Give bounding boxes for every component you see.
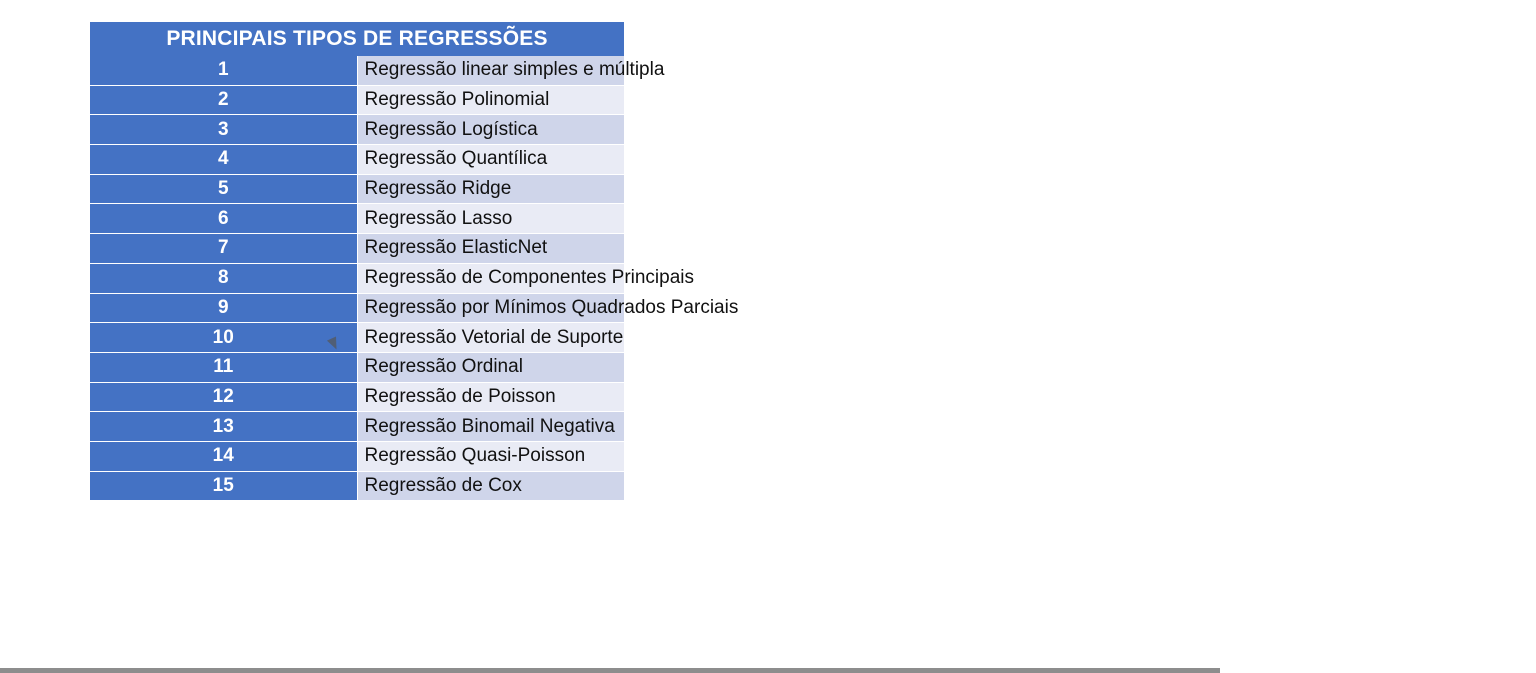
- row-number: 11: [90, 352, 357, 382]
- table-row: [90, 441, 624, 471]
- row-number: 7: [90, 234, 357, 264]
- row-number: 3: [90, 115, 357, 145]
- row-name: Regressão Ridge: [357, 174, 624, 204]
- row-name: Regressão Binomail Negativa: [357, 412, 624, 442]
- table-row: [90, 115, 624, 145]
- row-name: Regressão Lasso: [357, 204, 624, 234]
- row-number: 14: [90, 441, 357, 471]
- row-number: 10: [90, 323, 357, 353]
- row-number: 8: [90, 263, 357, 293]
- row-number: 1: [90, 56, 357, 85]
- table-row: [90, 412, 624, 442]
- row-name: Regressão de Poisson: [357, 382, 624, 412]
- row-number: 15: [90, 471, 357, 501]
- table-row: [90, 293, 624, 323]
- row-number: 2: [90, 85, 357, 115]
- table-row: [90, 352, 624, 382]
- row-name: Regressão de Componentes Principais: [357, 263, 624, 293]
- table-row: [90, 323, 624, 353]
- regression-types-table: [90, 22, 739, 501]
- bottom-scrollbar[interactable]: [0, 668, 1220, 673]
- row-number: 5: [90, 174, 357, 204]
- row-number: 4: [90, 145, 357, 175]
- row-number: 13: [90, 412, 357, 442]
- table-title: PRINCIPAIS TIPOS DE REGRESSÕES: [90, 22, 624, 56]
- row-name: Regressão Polinomial: [357, 85, 624, 115]
- row-name: Regressão ElasticNet: [357, 234, 624, 264]
- row-name: Regressão linear simples e múltipla: [357, 56, 624, 85]
- row-name: Regressão Ordinal: [357, 352, 624, 382]
- row-name: Regressão Quasi-Poisson: [357, 441, 624, 471]
- row-name: Regressão Vetorial de Suporte: [357, 323, 624, 353]
- table-row: [90, 56, 624, 85]
- table-header-row: [90, 22, 624, 56]
- row-number: 6: [90, 204, 357, 234]
- row-name: Regressão Quantílica: [357, 145, 624, 175]
- row-name: Regressão de Cox: [357, 471, 624, 501]
- table-row: [90, 234, 624, 264]
- row-name: Regressão Logística: [357, 115, 624, 145]
- row-number: 9: [90, 293, 357, 323]
- table-row: [90, 263, 624, 293]
- row-name: Regressão por Mínimos Quadrados Parciais: [357, 293, 624, 323]
- table-row: [90, 382, 624, 412]
- table-row: [90, 145, 624, 175]
- table-row: [90, 85, 624, 115]
- table-row: [90, 471, 624, 501]
- row-number: 12: [90, 382, 357, 412]
- table-row: [90, 204, 624, 234]
- table-row: [90, 174, 624, 204]
